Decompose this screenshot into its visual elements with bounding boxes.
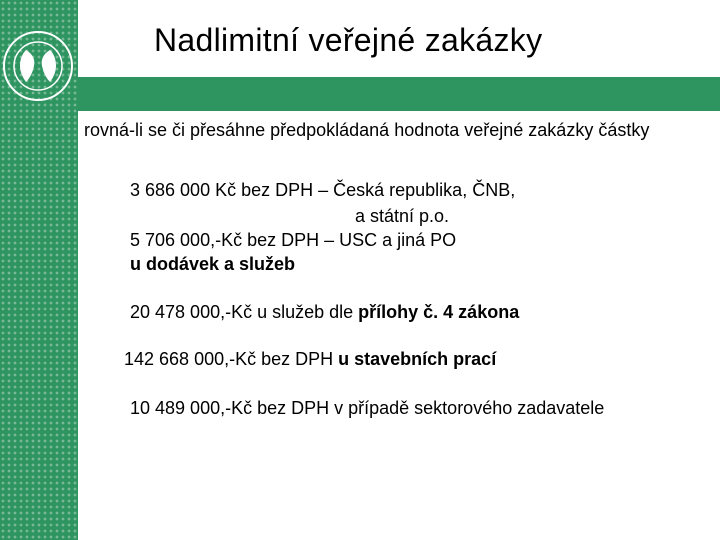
threshold-line-goods: [130, 252, 295, 276]
intro-text: rovná-li se či přesáhne předpokládaná hodnota veřejné zakázky částky: [84, 120, 650, 140]
services-annex: přílohy č. 4 zákona: [358, 302, 520, 322]
threshold-line-sector: 10 489 000,-Kč bez DPH v případě sektorového zadavatele: [130, 398, 605, 418]
construction-amount: 142 668 000,-Kč bez DPH: [124, 349, 339, 369]
threshold-line-services: [130, 300, 519, 324]
threshold-line-usc: 5 706 000,-Kč bez DPH – USC a jiná PO: [130, 230, 457, 250]
decorative-sidebar: [0, 0, 78, 540]
university-logo-icon: [2, 30, 74, 102]
goods-label: u dodávek a služeb: [130, 254, 296, 274]
threshold-line-cr: 3 686 000 Kč bez DPH – Česká republika, ČNB,: [130, 180, 516, 200]
page-title: Nadlimitní veřejné zakázky: [154, 22, 543, 58]
threshold-line-cr-cont: a státní p.o.: [355, 206, 450, 226]
header-band: [78, 77, 720, 111]
threshold-line-construction: [124, 347, 496, 371]
construction-label: u stavebních prací: [338, 349, 497, 369]
services-amount: 20 478 000,-Kč u služeb dle: [130, 302, 359, 322]
